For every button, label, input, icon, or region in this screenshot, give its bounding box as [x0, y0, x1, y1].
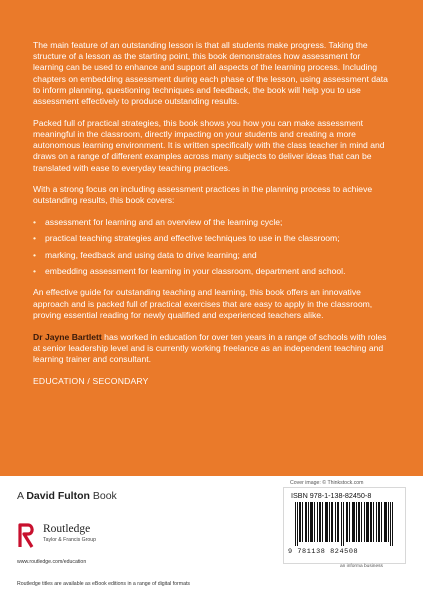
routledge-r-logo-icon: [17, 521, 37, 549]
blurb-paragraph-2: Packed full of practical strategies, this book shows you how you can make assessment meaningful in the classroom, directly impacting on your students and creating a more autonomous learning environment. It is written specifically with the class teacher in mind and draws on a range of different examples across many subjects to deliver ideas that can be translated with ease to everyday teaching practices.: [33, 117, 385, 173]
routledge-name: Routledge: [43, 523, 91, 535]
imprint-prefix: A: [17, 490, 27, 502]
list-item: [33, 250, 393, 261]
cover-credit: Cover image: © Thinkstock.com: [290, 480, 364, 486]
imprint-panel: [0, 476, 423, 600]
author-name: Dr Jayne Bartlett: [33, 331, 102, 342]
blurb: [33, 40, 393, 387]
subject-category: EDUCATION / SECONDARY: [33, 375, 149, 386]
informa-tagline: an informa business: [340, 564, 383, 569]
bullet-icon: •: [33, 249, 37, 260]
imprint-suffix: Book: [89, 490, 117, 502]
list-item-text: practical teaching strategies and effective techniques to use in the classroom;: [45, 233, 340, 244]
bullet-icon: •: [33, 265, 37, 276]
imprint-brand: David Fulton: [26, 490, 90, 502]
author-bio-text: has worked in education for over ten years in a range of schools with roles at senior leadership level and is currently working freelance as an independent teaching and learning trainer and consultant.: [33, 331, 387, 364]
list-item-text: embedding assessment for learning in your classroom, department and school.: [45, 265, 346, 276]
blurb-paragraph-1: The main feature of an outstanding lesson is that all students make progress. Taking the structure of a lesson as the starting point, this book demonstrates how assessment for learning can be used to enhance and support all aspects of the learning process. Including chapters on embedding assessment during each phase of the lesson, using assessment data to inform planning, questioning techniques and feedback, the book will help you to use assessment effectively to produce outstanding results.: [33, 40, 388, 107]
list-item: [33, 217, 393, 228]
publisher-url: www.routledge.com/education: [17, 559, 87, 565]
list-item-text: marking, feedback and using data to drive learning; and: [45, 249, 257, 260]
bullet-icon: •: [33, 233, 37, 244]
bullet-icon: •: [33, 217, 37, 228]
blurb-paragraph-4: An effective guide for outstanding teaching and learning, this book offers an innovative approach and is packed full of practical exercises that are easy to apply in the classroom, proving essential reading for newly qualified and experienced teachers alike.: [33, 287, 373, 320]
list-item: [33, 233, 393, 244]
routledge-subtitle: Taylor & Francis Group: [43, 537, 97, 543]
isbn-label: ISBN 978-1-138-82450-8: [291, 491, 372, 500]
ebook-note: Routledge titles are available as eBook editions in a range of digital formats: [17, 581, 191, 587]
topic-list: [33, 217, 393, 277]
imprint-label: [17, 490, 117, 502]
isbn-barcode-panel: [283, 487, 406, 564]
publisher-imprint: [17, 485, 167, 507]
blurb-paragraph-3: With a strong focus on including assessment practices in the planning process to achieve outstanding results, this book covers:: [33, 184, 373, 206]
routledge-logo: [17, 521, 217, 551]
barcode-icon: [295, 502, 395, 546]
author-bio: [33, 332, 393, 366]
list-item: [33, 266, 393, 277]
barcode-digits: 9 781138 824508: [288, 548, 359, 556]
list-item-text: assessment for learning and an overview of the learning cycle;: [45, 217, 283, 228]
